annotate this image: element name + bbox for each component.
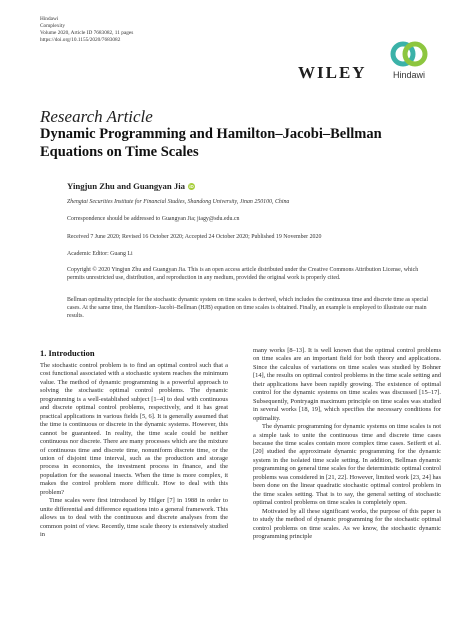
journal-name: Complexity [40, 23, 66, 29]
abstract: Bellman optimality principle for the stochastic dynamic system on time scales is derived, which includes the continuous time and discrete time as special cases. At the same time, the Hamilton–Jacobi–Bellman (HJB) equation on time scales is obtained. Finally, an example is employed to illustrate our main results. [67, 297, 429, 319]
hindawi-logo-text: Hindawi [392, 70, 425, 80]
left-column [40, 362, 228, 540]
journal-doi-link[interactable]: https://doi.org/10.1155/2020/7683082 [40, 37, 121, 43]
publication-dates: Received 7 June 2020; Revised 16 October 2020; Accepted 24 October 2020; Published 19 November 2020 [67, 234, 322, 240]
paragraph: The stochastic control problem is to find an optimal control such that a cost functional associated with a stochastic system reaches the minimum value. The method of dynamic programming is a powerful approach to solving the stochastic optimal control problems. The dynamic programming is a well-established subject [1–4] to deal with continuous and discrete optimal control problems, respectively, and it has great practical applications in various fields [5, 6]. It is generally assumed that the time is continuous or discrete in the dynamic systems. However, this cannot be guaranteed. In reality, the time scale could be neither continuous nor discrete. There are many processes which are the mixture of continuous time and discrete time, nonuniform discrete time, or the union of disjoint time interval, such as the production and storage process in economics, the investment process in finance, and the population for the seasonal insects. When the time is more complex, it makes the control problem more difficult. How to deal with this problem? [40, 362, 228, 496]
wiley-logo: WILEY [298, 63, 367, 82]
journal-info [40, 16, 133, 44]
paragraph: Time scales were first introduced by Hilger [7] in 1988 in order to unite differential and difference equations into a general framework. This allows us to deal with the continuous and discrete analyses from the common point of view. Recently, time scale theory is extensively studied in [40, 497, 228, 539]
journal-publisher: Hindawi [40, 16, 59, 22]
academic-editor: Academic Editor: Guang Li [67, 251, 133, 257]
article-type: Research Article [40, 107, 153, 126]
affiliation: Zhengtai Securities Institute for Financial Studies, Shandong University, Jinan 250100, China [67, 199, 290, 205]
authors: Yingjun Zhu and Guangyan Jia [67, 181, 185, 191]
copyright-notice: Copyright © 2020 Yingjun Zhu and Guangyan Jia. This is an open access article distributed under the Creative Commons Attribution License, which permits unrestricted use, distribution, and reproduction in any medium, provided the original work is properly cited. [67, 267, 419, 281]
journal-volume: Volume 2020, Article ID 7683082, 11 pages [40, 30, 134, 36]
orcid-icon[interactable]: iD [189, 183, 194, 189]
paragraph: The dynamic programming for dynamic systems on time scales is not a simple task to unite the continuous time and discrete time cases because the time scales contain more complex time cases. Seifertt et al. [20] studied the approximate dynamic programming for the dynamic system in the isolated time scale setting. In addition, Bellman dynamic programming on general time scales for the deterministic optimal control problems was considered in [21, 22]. However, limited work [23, 24] has been done on the linear quadratic stochastic optimal control problem in the time scales setting. That is to say, the general setting of stochastic optimal control problems on time scales is completely open. [253, 423, 441, 507]
correspondence: Correspondence should be addressed to Guangyan Jia; jiagy@sdu.edu.cn [67, 216, 240, 222]
right-column [253, 347, 441, 541]
author-line [67, 181, 195, 191]
paragraph: Motivated by all these significant works, the purpose of this paper is to study the method of dynamic programming for the stochastic optimal control problems on time scales. As we know, the stochastic dynamic programming principle [253, 507, 441, 540]
section-heading: 1. Introduction [40, 348, 95, 358]
paper-title: Dynamic Programming and Hamilton–Jacobi–Bellman Equations on Time Scales [40, 126, 382, 160]
hindawi-logo-icon [389, 36, 429, 72]
paragraph: many works [8–13]. It is well known that the optimal control problems on time scales are an important field for both theory and applications. Since the calculus of variations on time scales was studied by Bohner [14], the results on optimal control problems in the time scale setting and their applications have been rapidly growing. The existence of optimal control for the dynamic systems on time scales was discussed [15–17]. Subsequently, Pontryagin maximum principle on time scales was studied in several works [18, 19], which specifies the necessary conditions for optimality. [253, 347, 441, 422]
